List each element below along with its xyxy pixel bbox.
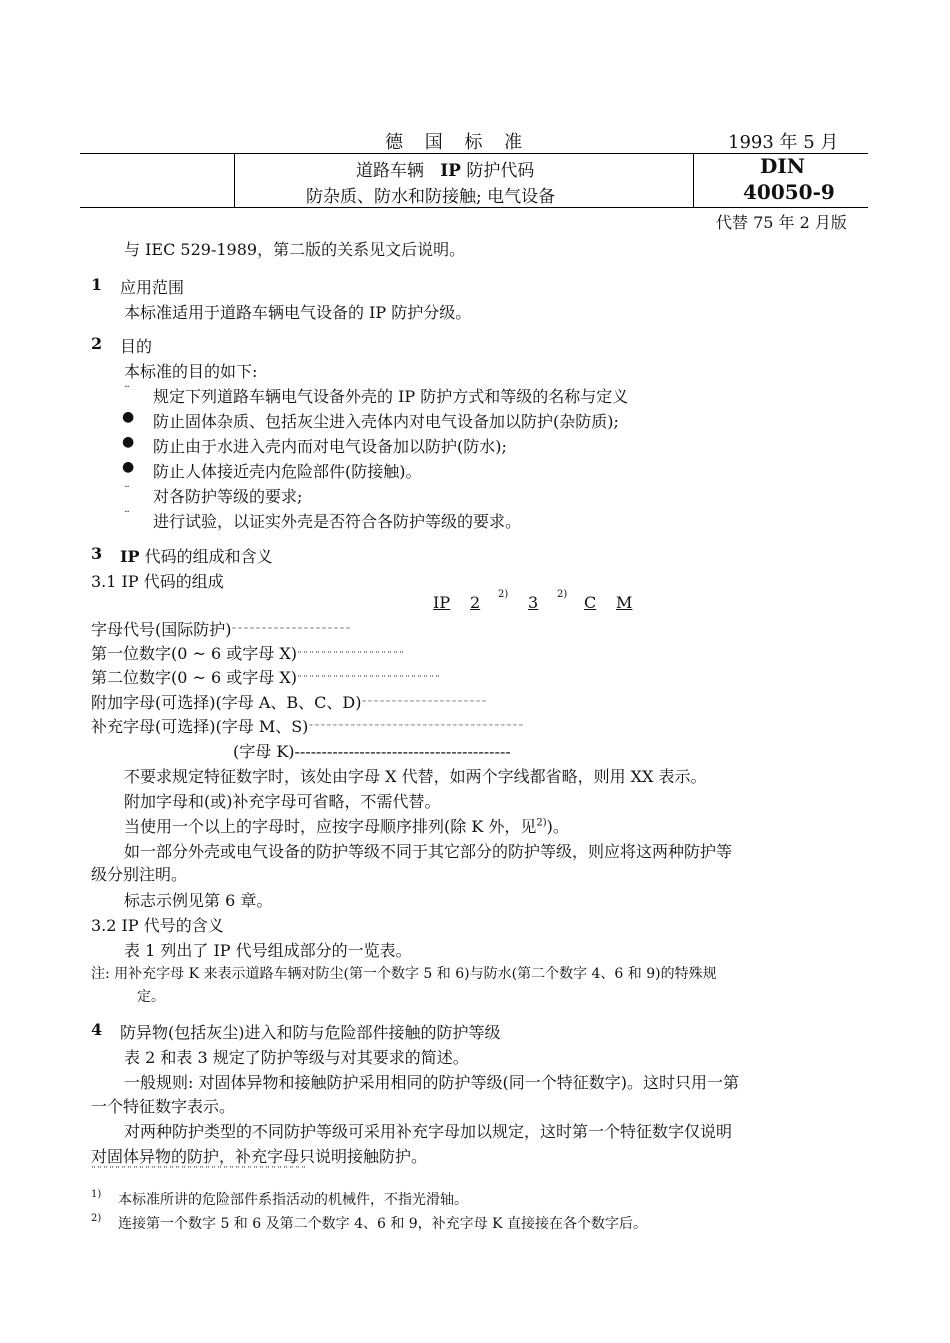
code-row <box>91 690 487 713</box>
section-2-number: 2 <box>91 334 103 353</box>
replaces-note: 代替 75 年 2 月版 <box>716 213 847 232</box>
leader-dots: ¨¨¨¨¨¨¨¨¨¨¨¨¨¨¨¨¨¨¨¨ <box>231 627 352 638</box>
bullet-mark: ¨ <box>124 509 130 523</box>
code-row-label: 补充字母(可选择)(字母 M、S) <box>91 717 309 736</box>
code-ip: IP <box>433 593 451 612</box>
subsection-3-1: 3.1 IP 代码的组成 <box>91 572 224 591</box>
code-row-label: 字母代号(国际防护) <box>91 620 232 639</box>
code-row <box>91 617 352 640</box>
section-3-number: 3 <box>91 544 103 563</box>
code-row <box>91 714 524 737</box>
note-continued: 定。 <box>137 989 165 1005</box>
title-suffix: 防护代码 <box>466 161 535 181</box>
list-item: 防止人体接近壳内危险部件(防接触)。 <box>153 462 422 481</box>
leader-dots: ¨¨¨¨¨¨¨¨¨¨¨¨¨¨¨¨¨¨¨¨¨¨¨¨ <box>297 675 441 686</box>
paragraph <box>124 814 569 837</box>
paragraph: 标志示例见第 6 章。 <box>124 891 273 910</box>
bullet-mark: ¨ <box>124 484 130 498</box>
din-number: 40050-9 <box>743 180 835 204</box>
leader-dots: ¨¨¨¨¨¨¨¨¨¨¨¨¨¨¨¨¨¨¨¨¨¨¨¨¨¨¨¨¨¨¨¨¨¨¨¨ <box>308 724 525 735</box>
paragraph: 附加字母和(或)补充字母可省略，不需代替。 <box>124 792 441 811</box>
bullet-mark: ¨ <box>124 384 130 398</box>
din-label: DIN <box>760 154 805 178</box>
paragraph: 不要求规定特征数字时，该处由字母 X 代替，如两个字线都省略，则用 XX 表示。 <box>124 767 707 786</box>
section-4-title: 防异物(包括灰尘)进入和防与危险部件接触的防护等级 <box>120 1023 501 1042</box>
section-3-title-rest: 代码的组成和含义 <box>144 547 273 566</box>
header-rule-bottom <box>80 207 868 208</box>
list-item: 对各防护等级的要求; <box>153 487 303 506</box>
section-1-body: 本标准适用于道路车辆电气设备的 IP 防护分级。 <box>124 303 472 322</box>
code-letter-m: M <box>616 593 633 612</box>
list-item: 进行试验，以证实外壳是否符合各防护等级的要求。 <box>153 512 522 531</box>
code-digit-1-footnote: 2) <box>498 589 509 600</box>
bullet-mark: ● <box>122 409 135 425</box>
code-letter-c: C <box>584 593 597 612</box>
code-digit-1: 2 <box>470 593 481 612</box>
subsection-3-2: 3.2 IP 代号的含义 <box>91 916 224 935</box>
header-divider-right <box>693 153 694 207</box>
title-prefix: 道路车辆 <box>356 161 424 181</box>
section-3-title <box>120 544 273 567</box>
header-rule-top <box>80 153 868 154</box>
footnote-text: 连接第一个数字 5 和 6 及第二个数字 4、6 和 9，补充字母 K 直接接在各个数字后。 <box>118 1216 648 1232</box>
issue-date: 1993 年 5 月 <box>728 132 839 153</box>
section-1-number: 1 <box>91 275 103 294</box>
leader-dots: ¨¨¨¨¨¨¨¨¨¨¨¨¨¨¨¨¨¨¨¨¨ <box>361 700 488 711</box>
section-1-title: 应用范围 <box>120 278 185 297</box>
section-2-lead: 本标准的目的如下: <box>124 362 258 381</box>
paragraph-text: )。 <box>546 817 569 836</box>
title-line-2: 防杂质、防水和防接触; 电气设备 <box>306 187 556 207</box>
section-3-title-ip: IP <box>120 547 140 566</box>
title-line-1 <box>356 156 534 181</box>
section-2-title: 目的 <box>120 337 153 356</box>
list-item: 防止固体杂质、包括灰尘进入壳体内对电气设备加以防护(杂防质); <box>153 412 619 431</box>
code-row <box>91 641 405 664</box>
code-row <box>91 665 441 688</box>
code-digit-2-footnote: 2) <box>557 589 568 600</box>
title-ip: IP <box>440 161 461 181</box>
footnote-text: 本标准所讲的危险部件系指活动的机械件，不指光滑轴。 <box>118 1192 468 1208</box>
footnote-rule: ¨¨¨¨¨¨¨¨¨¨¨¨¨¨¨¨¨¨¨¨¨¨¨¨¨¨¨¨¨¨¨¨¨¨¨¨ <box>91 1166 307 1177</box>
leader-dots: ¨¨¨¨¨¨¨¨¨¨¨¨¨¨¨¨¨¨ <box>297 651 405 662</box>
paragraph: 一个特征数字表示。 <box>91 1097 236 1116</box>
bullet-mark: ● <box>122 459 135 475</box>
paragraph: 一般规则: 对固体异物和接触防护采用相同的防护等级(同一个特征数字)。这时只用一第 <box>124 1073 739 1092</box>
footnote-mark: 1) <box>91 1189 102 1200</box>
paragraph-text: 当使用一个以上的字母时，应按字母顺序排列(除 K 外，见 <box>124 817 537 836</box>
paragraph: 表 2 和表 3 规定了防护等级与对其要求的简述。 <box>124 1048 469 1067</box>
paragraph: 对固体异物的防护，补充字母只说明接触防护。 <box>91 1147 428 1166</box>
code-digit-2: 3 <box>528 593 539 612</box>
paragraph: 级分别注明。 <box>91 865 188 884</box>
bullet-mark: ● <box>122 434 135 450</box>
code-row-label: 附加字母(可选择)(字母 A、B、C、D) <box>91 693 362 712</box>
code-row-label: 第二位数字(0 ~ 6 或字母 X) <box>91 668 297 687</box>
footnote-mark: 2) <box>91 1213 102 1224</box>
standard-org: 德 国 标 准 <box>385 132 531 153</box>
intro-text: 与 IEC 529-1989，第二版的关系见文后说明。 <box>124 240 466 259</box>
header-divider-left <box>234 153 235 207</box>
code-row-label: 第一位数字(0 ~ 6 或字母 X) <box>91 644 297 663</box>
section-4-number: 4 <box>91 1020 103 1039</box>
footnote-ref: 2) <box>536 817 547 829</box>
list-item: 规定下列道路车辆电气设备外壳的 IP 防护方式和等级的名称与定义 <box>153 387 629 406</box>
paragraph: 对两种防护类型的不同防护等级可采用补充字母加以规定，这时第一个特征数字仅说明 <box>124 1122 733 1141</box>
note: 注: 用补充字母 K 来表示道路车辆对防尘(第一个数字 5 和 6)与防水(第二个数字 4、6 和 9)的特殊规 <box>91 966 717 982</box>
code-row-k: (字母 K)---------------------------------------- <box>233 742 511 761</box>
paragraph: 表 1 列出了 IP 代号组成部分的一览表。 <box>124 941 412 960</box>
paragraph: 如一部分外壳或电气设备的防护等级不同于其它部分的防护等级，则应将这两种防护等 <box>124 842 733 861</box>
list-item: 防止由于水进入壳内而对电气设备加以防护(防水); <box>153 437 507 456</box>
